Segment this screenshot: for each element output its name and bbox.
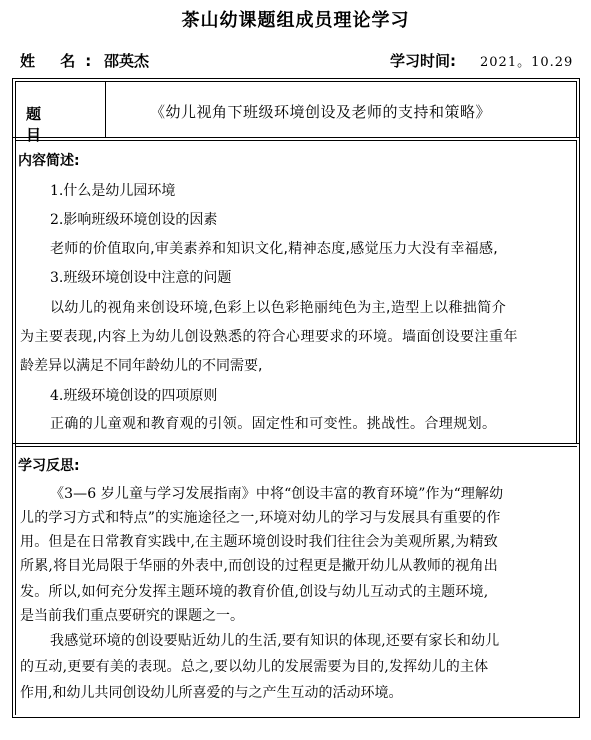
summary-line: 1.什么是幼儿园环境 <box>50 183 176 199</box>
summary-line: 老师的价值取向,审美素养和知识文化,精神态度,感觉压力大没有幸福感, <box>50 241 498 257</box>
frame-inner-right <box>576 81 577 137</box>
reflection-heading: 学习反思: <box>18 458 80 474</box>
summary-line: 以幼儿的视角来创设环境,色彩上以色彩艳丽纯色为主,造型上以稚拙简介 <box>50 300 507 316</box>
summary-line: 为主要表现,内容上为幼儿创设熟悉的符合心理要求的环境。墙面创设要注重年 <box>20 329 518 345</box>
meta-row <box>20 50 580 70</box>
frame-inner-left <box>15 81 16 715</box>
reflection-line: 发。所以,如何充分发挥主题环境的教育价值,创设与幼儿互动式的主题环境, <box>20 584 489 600</box>
summary-line: 正确的儿童观和教育观的引领。固定性和可变性。挑战性。合理规划。 <box>50 416 497 432</box>
reflection-line: 用。但是在日常教育实践中,在主题环境创设时我们往往会为美观所累,为精致 <box>20 534 498 550</box>
reflection-line: 作用,和幼儿共同创设幼儿所喜爱的与之产生互动的活动环境。 <box>20 685 403 701</box>
summary-line: 3.班级环境创设中注意的问题 <box>50 270 232 286</box>
time-value: 2021。10.29 <box>480 55 574 70</box>
reflection-line: 《3—6 岁儿童与学习发展指南》中将“创设丰富的教育环境”作为“理解幼 <box>50 486 504 502</box>
subject-text: 《幼儿视角下班级环境创设及老师的支持和策略》 <box>150 103 492 121</box>
reflection-line: 所累,将目光局限于华丽的外表中,而创设的过程更是撇开幼儿从教师的视角出 <box>20 558 498 574</box>
reflection-line: 儿的学习方式和特点”的实施途径之一,环境对幼儿的学习与发展具有重要的作 <box>20 510 501 526</box>
subject-label: 题 目 <box>26 105 60 144</box>
reflection-line: 我感觉环境的创设要贴近幼儿的生活,要有知识的体现,还要有家长和幼儿 <box>50 633 500 649</box>
row-divider-2b <box>15 446 577 447</box>
frame-inner-top <box>15 81 577 82</box>
page-title: 茶山幼课题组成员理论学习 <box>181 10 410 31</box>
frame-inner-right-2 <box>576 140 577 443</box>
summary-line: 4.班级环境创设的四项原则 <box>50 388 218 404</box>
row-divider-2 <box>12 443 580 444</box>
time-label: 学习时间: <box>390 52 456 70</box>
reflection-line: 是当前我们重点要研究的课题之一。 <box>20 608 244 624</box>
summary-line: 龄差异以满足不同年龄幼儿的不同需要, <box>20 358 263 374</box>
summary-heading: 内容简述: <box>18 153 80 169</box>
summary-line: 2.影响班级环境创设的因素 <box>50 212 218 228</box>
name-value: 邵英杰 <box>104 52 150 70</box>
reflection-line: 的互动,更要有美的表现。总之,要以幼儿的发展需要为目的,发挥幼儿的主体 <box>20 659 489 675</box>
name-label: 姓 名: <box>20 52 102 70</box>
